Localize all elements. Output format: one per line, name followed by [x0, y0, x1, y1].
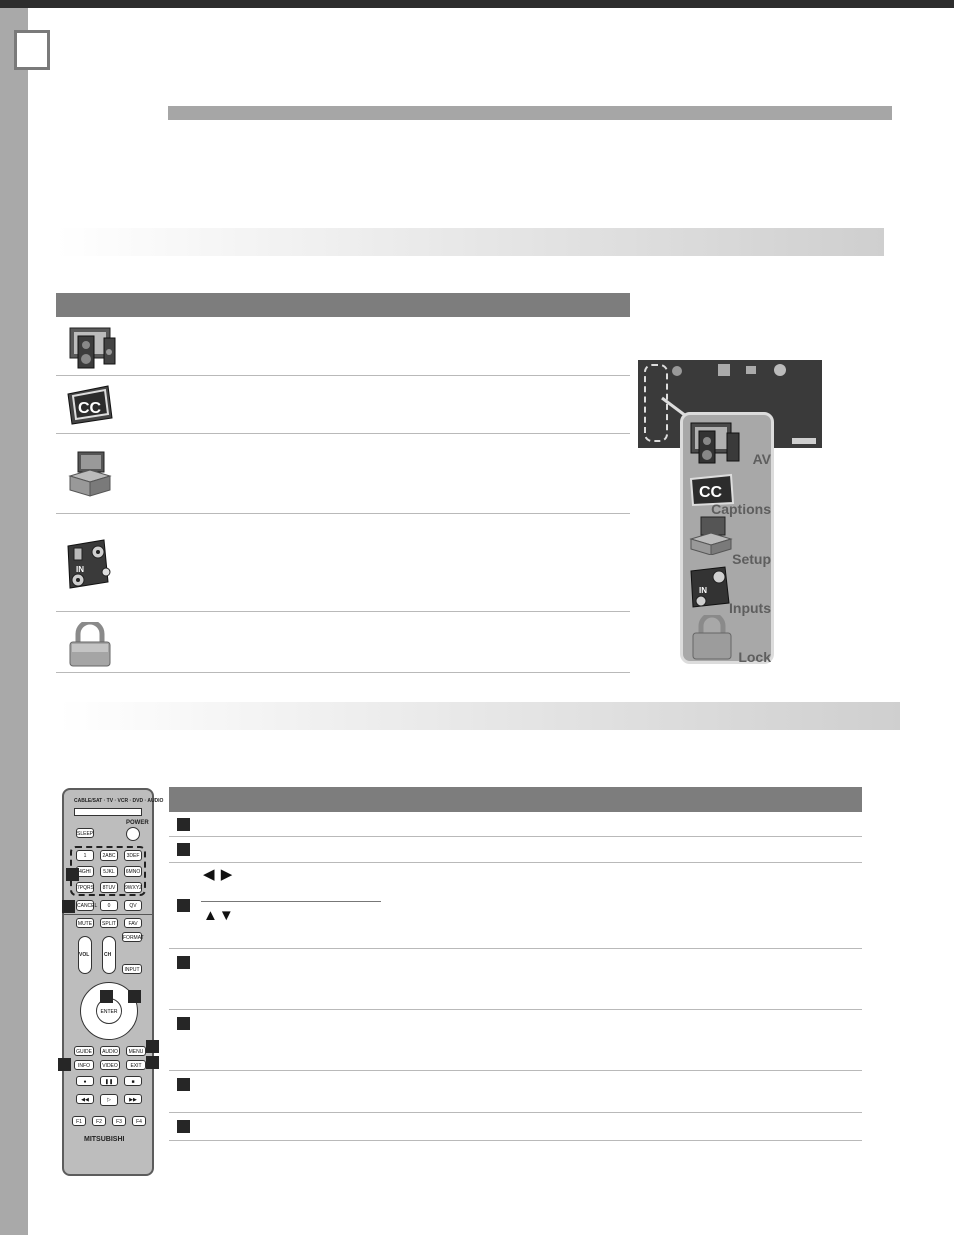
f1-button[interactable]: F1: [72, 1116, 86, 1126]
section-band-menu: [56, 228, 884, 256]
remote-row-2: [169, 837, 862, 863]
key-8[interactable]: 8TUV: [100, 882, 118, 893]
input-button[interactable]: INPUT: [122, 964, 142, 974]
play-button[interactable]: ▷: [100, 1094, 118, 1106]
remote-keys-table: [169, 787, 862, 1141]
lock-padlock-icon: [64, 622, 118, 668]
svg-text:CC: CC: [78, 400, 102, 417]
menu-row-lock: [56, 612, 630, 673]
key-2[interactable]: 2ABC: [100, 850, 118, 861]
source-keys-label: CABLE/SAT · TV · VCR · DVD · AUDIO: [74, 798, 164, 804]
sleep-button[interactable]: SLEEP: [76, 828, 94, 838]
split-button[interactable]: SPLIT: [100, 918, 118, 928]
section-title-bar: [168, 106, 892, 120]
lock-padlock-icon: [687, 615, 743, 661]
row-number-square: [177, 899, 190, 912]
remote-row-1: [169, 812, 862, 837]
fast-forward-button[interactable]: ▶▶: [124, 1094, 142, 1104]
callout-marker: [66, 868, 79, 881]
remote-control-illustration: [62, 788, 164, 1176]
row-number-square: [177, 1017, 190, 1030]
record-button[interactable]: ●: [76, 1076, 94, 1086]
row-number-square: [177, 1120, 190, 1133]
key-6[interactable]: 6MNO: [124, 866, 142, 877]
qv-button[interactable]: QV: [124, 900, 142, 911]
video-button[interactable]: VIDEO: [100, 1060, 120, 1070]
guide-button[interactable]: GUIDE: [74, 1046, 94, 1056]
top-rule: [0, 0, 954, 8]
f4-button[interactable]: F4: [132, 1116, 146, 1126]
callout-marker: [146, 1040, 159, 1053]
menu-thumb-icon: [718, 364, 730, 376]
brand-label: MITSUBISHI: [84, 1136, 125, 1143]
remote-divider: [64, 914, 152, 915]
menu-row-captions: [56, 376, 630, 434]
row-number-square: [177, 1078, 190, 1091]
panel-label-inputs: Inputs: [729, 600, 771, 616]
menu-button[interactable]: MENU: [126, 1046, 146, 1056]
key-7[interactable]: 7PQRS: [76, 882, 94, 893]
mute-button[interactable]: MUTE: [76, 918, 94, 928]
row-divider-line: [201, 901, 381, 902]
menu-panel-zoom: [680, 412, 774, 664]
section-band-remote: [58, 702, 900, 730]
menu-thumb-icon: [774, 364, 786, 376]
row-number-square: [177, 843, 190, 856]
panel-label-lock: Lock: [738, 649, 771, 665]
f2-button[interactable]: F2: [92, 1116, 106, 1126]
stop-button[interactable]: ■: [124, 1076, 142, 1086]
remote-row-3: [169, 863, 862, 949]
power-label: POWER: [126, 820, 149, 826]
left-margin-band: [0, 0, 28, 1235]
menu-thumb-icon: [746, 366, 756, 374]
menu-icons-table: [56, 293, 630, 673]
av-speakers-icon: [687, 419, 743, 465]
key-5[interactable]: 5JKL: [100, 866, 118, 877]
av-speakers-icon: [64, 322, 118, 370]
rewind-button[interactable]: ◀◀: [76, 1094, 94, 1104]
panel-label-captions: Captions: [711, 501, 771, 517]
f3-button[interactable]: F3: [112, 1116, 126, 1126]
vol-label: VOL: [79, 952, 90, 958]
panel-label-setup: Setup: [732, 551, 771, 567]
menu-row-setup: [56, 434, 630, 514]
enter-button[interactable]: ENTER: [96, 998, 122, 1024]
callout-marker: [146, 1056, 159, 1069]
row-number-square: [177, 956, 190, 969]
remote-row-5: [169, 1010, 862, 1071]
setup-box-icon: [64, 448, 118, 498]
panel-label-av: AV: [752, 451, 771, 467]
row-number-square: [177, 818, 190, 831]
menu-row-av: [56, 317, 630, 376]
key-3[interactable]: 3DEF: [124, 850, 142, 861]
inputs-connector-icon: [64, 538, 118, 590]
ch-label: CH: [104, 952, 112, 958]
key-1[interactable]: 1: [76, 850, 94, 861]
svg-text:IN: IN: [76, 565, 84, 574]
info-button[interactable]: INFO: [74, 1060, 94, 1070]
exit-button[interactable]: EXIT: [126, 1060, 146, 1070]
cancel-button[interactable]: CANCEL: [76, 900, 94, 911]
audio-button[interactable]: AUDIO: [100, 1046, 120, 1056]
setup-box-icon: [687, 515, 743, 555]
svg-text:IN: IN: [699, 586, 707, 595]
remote-row-4: [169, 949, 862, 1010]
format-button[interactable]: FORMAT: [122, 932, 142, 942]
key-9[interactable]: 9WXYZ: [124, 882, 142, 893]
remote-row-6: [169, 1071, 862, 1113]
up-down-arrows-icon: ▲▼: [203, 907, 235, 924]
source-switch: [74, 808, 142, 816]
page-number-box: [14, 30, 50, 70]
menu-thumb-icon: [672, 366, 682, 376]
menu-thumb-footer: [792, 438, 816, 444]
callout-marker: [58, 1058, 71, 1071]
remote-table-header: [169, 787, 862, 812]
svg-text:CC: CC: [699, 484, 723, 501]
key-0[interactable]: 0: [100, 900, 118, 911]
callout-marker: [62, 900, 75, 913]
menu-table-header: [56, 293, 630, 317]
closed-captions-icon: [64, 384, 118, 426]
callout-marker: [128, 990, 141, 1003]
pause-button[interactable]: ❚❚: [100, 1076, 118, 1086]
power-button[interactable]: [126, 827, 140, 841]
remote-row-7: [169, 1113, 862, 1141]
key-4[interactable]: 4GHI: [76, 866, 94, 877]
left-right-arrows-icon: ◀ ▶: [203, 866, 234, 883]
callout-marker: [100, 990, 113, 1003]
menu-row-inputs: [56, 514, 630, 612]
fav-button[interactable]: FAV: [124, 918, 142, 928]
